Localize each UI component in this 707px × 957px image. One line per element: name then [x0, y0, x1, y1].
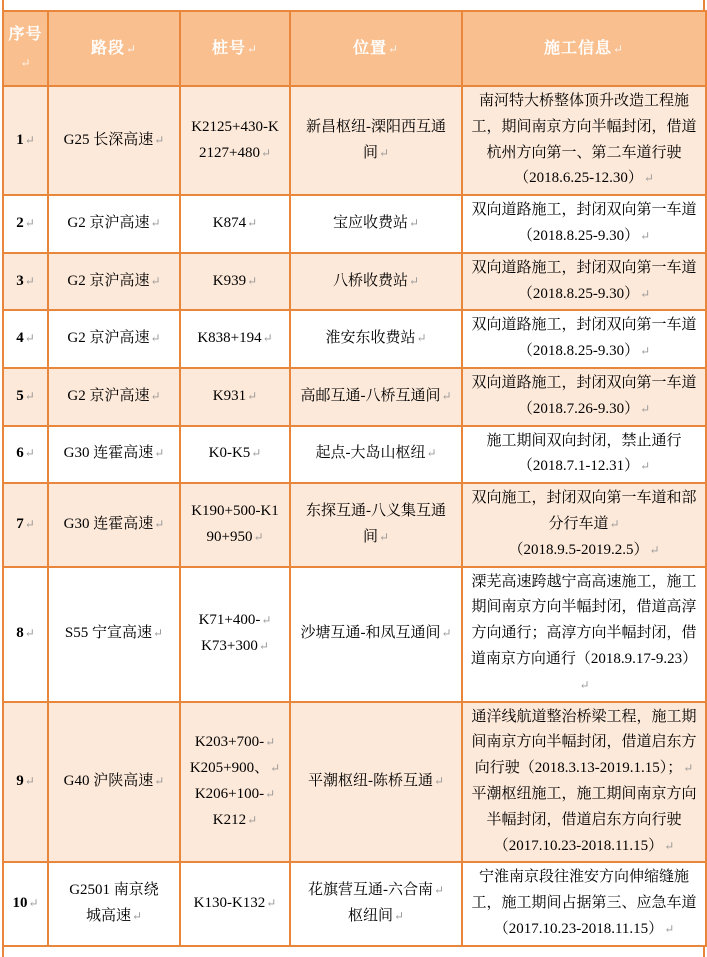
paragraph-mark: ↵ [154, 774, 165, 789]
cell-road: G2 京沪高速↵ [48, 195, 180, 253]
paragraph-mark: ↵ [265, 786, 276, 801]
paragraph-mark: ↵ [24, 388, 35, 403]
cell-stake: K71+400-↵ K73+300↵ [180, 567, 290, 702]
paragraph-mark: ↵ [24, 626, 35, 641]
paragraph-mark: ↵ [24, 273, 35, 288]
paragraph-mark: ↵ [150, 331, 161, 346]
paragraph-mark: ↵ [150, 273, 161, 288]
table-row [3, 483, 706, 566]
paragraph-mark: ↵ [387, 41, 400, 56]
paragraph-mark: ↵ [433, 774, 445, 789]
paragraph-mark: ↵ [150, 388, 161, 403]
table-top-cutoff-row [2, 0, 705, 10]
table-row [3, 310, 706, 368]
paragraph-mark: ↵ [266, 896, 277, 911]
cell-road: G30 连霍高速↵ [48, 483, 180, 566]
table-header [3, 11, 706, 86]
cell-location: 新昌枢纽-溧阳西互通 间↵ [290, 86, 462, 195]
paragraph-mark: ↵ [426, 446, 437, 461]
paragraph-mark: ↵ [612, 41, 625, 56]
paragraph-mark: ↵ [258, 639, 269, 654]
paragraph-mark: ↵ [28, 896, 39, 911]
cell-info: 通洋线航道整治桥梁工程，施工期间南京方向半幅封闭，借道启东方向行驶（2018.3.13-2019.1.15）；↵ 平潮枢纽施工，施工期间南京方向半幅封闭，借道启东方向行驶（2017.10.23-2018.11.15）↵ [462, 702, 706, 863]
paragraph-mark: ↵ [433, 883, 445, 898]
cell-road: S55 宁宣高速↵ [48, 567, 180, 702]
cell-info: 双向道路施工，封闭双向第一车道（2018.8.25-9.30）↵ [462, 195, 706, 253]
paragraph-mark: ↵ [154, 516, 165, 531]
paragraph-mark: ↵ [125, 41, 138, 56]
cell-road: G2 京沪高速↵ [48, 253, 180, 311]
paragraph-mark: ↵ [261, 613, 272, 628]
paragraph-mark: ↵ [154, 132, 165, 147]
paragraph-mark: ↵ [640, 459, 651, 474]
cell-stake: K2125+430-K 2127+480↵ [180, 86, 290, 195]
cell-stake: K931↵ [180, 368, 290, 426]
cell-location: 宝应收费站↵ [290, 195, 462, 253]
column-header-location: 位置↵ [290, 11, 462, 86]
cell-stake: K203+700-↵ K205+900、↵ K206+100-↵ K212↵ [180, 702, 290, 863]
column-header-road: 路段↵ [48, 11, 180, 86]
paragraph-mark: ↵ [20, 55, 32, 70]
column-header-stake: 桩号↵ [180, 11, 290, 86]
paragraph-mark: ↵ [441, 388, 452, 403]
paragraph-mark: ↵ [246, 41, 259, 56]
cell-info: 溧芜高速跨越宁高高速施工，施工期间南京方向半幅封闭，借道高淳方向通行；高淳方向半幅封闭，借道南京方向通行（2018.9.17-9.23）↵ [462, 567, 706, 702]
paragraph-mark: ↵ [408, 273, 420, 288]
paragraph-mark: ↵ [24, 446, 35, 461]
table-bottom-cutoff-row [2, 947, 705, 957]
roadworks-table-frame [2, 0, 705, 957]
paragraph-mark: ↵ [150, 216, 161, 231]
paragraph-mark: ↵ [640, 229, 651, 244]
paragraph-mark: ↵ [247, 216, 258, 231]
cell-number: 4↵ [3, 310, 48, 368]
table-body [3, 86, 706, 946]
cell-number: 3↵ [3, 253, 48, 311]
paragraph-mark: ↵ [24, 216, 35, 231]
table-row [3, 253, 706, 311]
paragraph-mark: ↵ [378, 529, 390, 544]
cell-stake: K130-K132↵ [180, 862, 290, 945]
cell-info: 双向道路施工，封闭双向第一车道（2018.8.25-9.30）↵ [462, 310, 706, 368]
cell-number: 6↵ [3, 426, 48, 484]
paragraph-mark: ↵ [247, 388, 258, 403]
cell-number: 10↵ [3, 862, 48, 945]
paragraph-mark: ↵ [416, 331, 427, 346]
paragraph-mark: ↵ [24, 774, 35, 789]
paragraph-mark: ↵ [683, 761, 694, 776]
cell-stake: K874↵ [180, 195, 290, 253]
cell-road: G2501 南京绕 城高速↵ [48, 862, 180, 945]
paragraph-mark: ↵ [640, 401, 651, 416]
paragraph-mark: ↵ [393, 909, 405, 924]
table-row [3, 702, 706, 863]
paragraph-mark: ↵ [609, 516, 620, 531]
paragraph-mark: ↵ [640, 286, 651, 301]
cell-stake: K0-K5↵ [180, 426, 290, 484]
cell-stake: K838+194↵ [180, 310, 290, 368]
cell-info: 宁淮南京段往淮安方向伸缩缝施工，施工期间占据第三、应急车道（2017.10.23-2018.11.15）↵ [462, 862, 706, 945]
table-row [3, 426, 706, 484]
paragraph-mark: ↵ [24, 132, 35, 147]
cell-road: G25 长深高速↵ [48, 86, 180, 195]
cell-road: G40 沪陕高速↵ [48, 702, 180, 863]
paragraph-mark: ↵ [253, 529, 264, 544]
table-row [3, 567, 706, 702]
paragraph-mark: ↵ [260, 145, 272, 160]
cell-location: 东探互通-八义集互通 间↵ [290, 483, 462, 566]
cell-number: 7↵ [3, 483, 48, 566]
cell-number: 9↵ [3, 702, 48, 863]
paragraph-mark: ↵ [154, 446, 165, 461]
cell-info: 双向道路施工，封闭双向第一车道（2018.7.26-9.30）↵ [462, 368, 706, 426]
cell-location: 高邮互通-八桥互通间↵ [290, 368, 462, 426]
cell-location: 起点-大岛山枢纽↵ [290, 426, 462, 484]
table-row [3, 86, 706, 195]
paragraph-mark: ↵ [251, 446, 262, 461]
paragraph-mark: ↵ [643, 171, 654, 186]
paragraph-mark: ↵ [640, 344, 651, 359]
paragraph-mark: ↵ [441, 626, 452, 641]
header-row [3, 11, 706, 86]
table-row [3, 368, 706, 426]
cell-location: 沙塘互通-和凤互通间↵ [290, 567, 462, 702]
roadworks-table [2, 10, 707, 947]
paragraph-mark: ↵ [378, 145, 390, 160]
cell-road: G2 京沪高速↵ [48, 310, 180, 368]
cell-info: 施工期间双向封闭，禁止通行（2018.7.1-12.31）↵ [462, 426, 706, 484]
paragraph-mark: ↵ [408, 216, 420, 231]
paragraph-mark: ↵ [265, 735, 276, 750]
table-row [3, 862, 706, 945]
column-header-number: 序号↵ [3, 11, 48, 86]
cell-location: 平潮枢纽-陈桥互通↵ [290, 702, 462, 863]
paragraph-mark: ↵ [579, 677, 590, 692]
cell-stake: K190+500-K1 90+950↵ [180, 483, 290, 566]
paragraph-mark: ↵ [131, 909, 143, 924]
cell-road: G30 连霍高速↵ [48, 426, 180, 484]
cell-location: 淮安东收费站↵ [290, 310, 462, 368]
cell-location: 花旗营互通-六合南↵ 枢纽间↵ [290, 862, 462, 945]
paragraph-mark: ↵ [153, 626, 164, 641]
table-row [3, 195, 706, 253]
cell-number: 2↵ [3, 195, 48, 253]
paragraph-mark: ↵ [24, 516, 35, 531]
cell-location: 八桥收费站↵ [290, 253, 462, 311]
paragraph-mark: ↵ [247, 812, 258, 827]
cell-info: 双向施工，封闭双向第一车道和部分行车道↵ （2018.9.5-2019.2.5）↵ [462, 483, 706, 566]
paragraph-mark: ↵ [270, 761, 281, 776]
cell-road: G2 京沪高速↵ [48, 368, 180, 426]
cell-stake: K939↵ [180, 253, 290, 311]
cell-number: 8↵ [3, 567, 48, 702]
cell-number: 5↵ [3, 368, 48, 426]
cell-info: 南河特大桥整体顶升改造工程施工，期间南京方向半幅封闭，借道杭州方向第一、第二车道行驶（2018.6.25-12.30）↵ [462, 86, 706, 195]
column-header-info: 施工信息↵ [462, 11, 706, 86]
paragraph-mark: ↵ [247, 273, 258, 288]
paragraph-mark: ↵ [664, 921, 675, 936]
paragraph-mark: ↵ [649, 542, 660, 557]
paragraph-mark: ↵ [664, 838, 675, 853]
paragraph-mark: ↵ [262, 331, 273, 346]
paragraph-mark: ↵ [24, 331, 35, 346]
cell-info: 双向道路施工，封闭双向第一车道（2018.8.25-9.30）↵ [462, 253, 706, 311]
cell-number: 1↵ [3, 86, 48, 195]
